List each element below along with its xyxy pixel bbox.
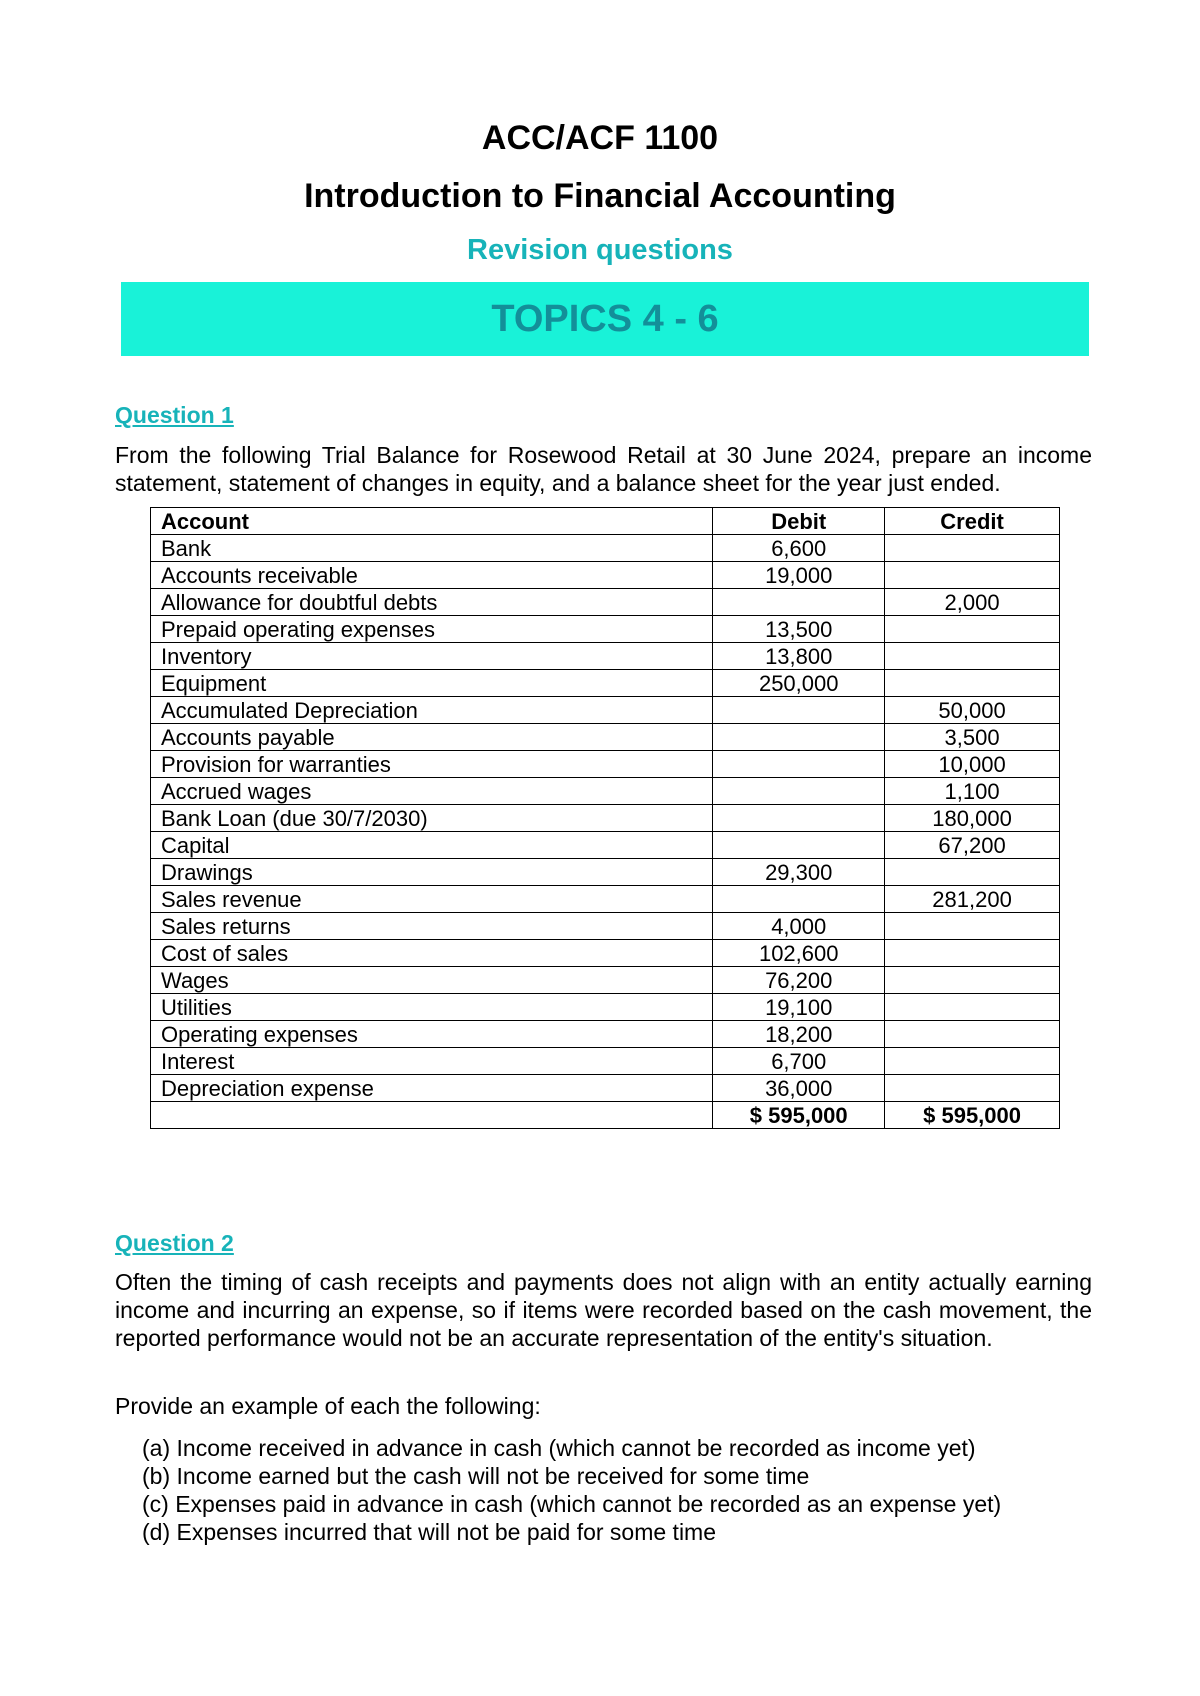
table-row xyxy=(151,1075,1060,1102)
cell-debit xyxy=(713,778,885,805)
cell-credit xyxy=(885,535,1060,562)
list-item xyxy=(142,1490,1001,1518)
table-row xyxy=(151,589,1060,616)
list-item-marker: (c) xyxy=(142,1491,169,1517)
cell-credit xyxy=(885,562,1060,589)
table-row xyxy=(151,913,1060,940)
list-item-text: Expenses paid in advance in cash (which cannot be recorded as an expense yet) xyxy=(175,1491,1002,1517)
cell-debit xyxy=(713,805,885,832)
trial-balance-table xyxy=(150,507,1060,1129)
table-row xyxy=(151,751,1060,778)
table-row xyxy=(151,724,1060,751)
list-item xyxy=(142,1434,1001,1462)
list-item-marker: (d) xyxy=(142,1519,171,1545)
cell-debit: 76,200 xyxy=(713,967,885,994)
table-row xyxy=(151,670,1060,697)
header-account: Account xyxy=(151,508,713,535)
table-row xyxy=(151,643,1060,670)
cell-account: Allowance for doubtful debts xyxy=(151,589,713,616)
course-code: ACC/ACF 1100 xyxy=(481,119,719,157)
list-item xyxy=(142,1462,1001,1490)
cell-account: Utilities xyxy=(151,994,713,1021)
table-row xyxy=(151,1021,1060,1048)
cell-account: Accounts payable xyxy=(151,724,713,751)
revision-subtitle: Revision questions xyxy=(467,234,733,266)
cell-debit: 19,100 xyxy=(713,994,885,1021)
list-item-marker: (b) xyxy=(142,1463,171,1489)
question-2-prompt: Provide an example of each the following: xyxy=(115,1393,541,1419)
table-row xyxy=(151,832,1060,859)
total-account xyxy=(151,1102,713,1129)
cell-credit xyxy=(885,994,1060,1021)
table-row xyxy=(151,994,1060,1021)
table-row xyxy=(151,535,1060,562)
cell-debit: 19,000 xyxy=(713,562,885,589)
question-2-text: Often the timing of cash receipts and payments does not align with an entity actually earning income and incurring an expense, so if items were recorded based on the cash movement, the reported performance would not be an accurate representation of the entity's situation. xyxy=(115,1269,1092,1351)
table-row xyxy=(151,778,1060,805)
table-row xyxy=(151,1048,1060,1075)
cell-credit: 281,200 xyxy=(885,886,1060,913)
table-row xyxy=(151,940,1060,967)
cell-credit: 10,000 xyxy=(885,751,1060,778)
question-2-heading: Question 2 xyxy=(115,1230,234,1256)
header-credit: Credit xyxy=(885,508,1060,535)
cell-debit xyxy=(713,697,885,724)
cell-debit: 250,000 xyxy=(713,670,885,697)
cell-account: Sales revenue xyxy=(151,886,713,913)
list-item-text: Income earned but the cash will not be received for some time xyxy=(176,1463,810,1489)
cell-account: Drawings xyxy=(151,859,713,886)
cell-credit xyxy=(885,616,1060,643)
cell-debit: 13,800 xyxy=(713,643,885,670)
cell-credit xyxy=(885,643,1060,670)
cell-debit: 18,200 xyxy=(713,1021,885,1048)
cell-debit: 29,300 xyxy=(713,859,885,886)
question-1-heading: Question 1 xyxy=(115,402,234,428)
cell-account: Interest xyxy=(151,1048,713,1075)
cell-credit xyxy=(885,967,1060,994)
course-title: Introduction to Financial Accounting xyxy=(304,177,896,215)
table-row xyxy=(151,859,1060,886)
cell-account: Bank Loan (due 30/7/2030) xyxy=(151,805,713,832)
list-item-text: Income received in advance in cash (which cannot be recorded as income yet) xyxy=(176,1435,976,1461)
list-item-text: Expenses incurred that will not be paid for some time xyxy=(176,1519,717,1545)
table-row xyxy=(151,805,1060,832)
list-item-marker: (a) xyxy=(142,1435,171,1461)
cell-account: Inventory xyxy=(151,643,713,670)
cell-debit xyxy=(713,832,885,859)
table-header-row xyxy=(151,508,1060,535)
cell-credit xyxy=(885,859,1060,886)
cell-debit: 6,600 xyxy=(713,535,885,562)
cell-credit: 1,100 xyxy=(885,778,1060,805)
cell-credit xyxy=(885,670,1060,697)
cell-account: Prepaid operating expenses xyxy=(151,616,713,643)
cell-debit: 6,700 xyxy=(713,1048,885,1075)
cell-credit: 180,000 xyxy=(885,805,1060,832)
question-2-list xyxy=(142,1434,1001,1546)
cell-account: Accrued wages xyxy=(151,778,713,805)
cell-debit xyxy=(713,751,885,778)
cell-credit: 50,000 xyxy=(885,697,1060,724)
cell-account: Accumulated Depreciation xyxy=(151,697,713,724)
cell-credit xyxy=(885,1048,1060,1075)
list-item xyxy=(142,1518,1001,1546)
cell-debit: 36,000 xyxy=(713,1075,885,1102)
table-row xyxy=(151,697,1060,724)
table-total-row xyxy=(151,1102,1060,1129)
cell-debit xyxy=(713,886,885,913)
cell-credit xyxy=(885,940,1060,967)
total-debit: $ 595,000 xyxy=(713,1102,885,1129)
cell-credit xyxy=(885,1075,1060,1102)
table-row xyxy=(151,886,1060,913)
table-row xyxy=(151,616,1060,643)
cell-account: Depreciation expense xyxy=(151,1075,713,1102)
table-row xyxy=(151,967,1060,994)
cell-account: Accounts receivable xyxy=(151,562,713,589)
cell-credit: 2,000 xyxy=(885,589,1060,616)
topics-banner: TOPICS 4 - 6 xyxy=(121,282,1089,356)
cell-debit: 4,000 xyxy=(713,913,885,940)
cell-credit xyxy=(885,1021,1060,1048)
cell-credit: 3,500 xyxy=(885,724,1060,751)
cell-account: Wages xyxy=(151,967,713,994)
cell-credit xyxy=(885,913,1060,940)
cell-account: Cost of sales xyxy=(151,940,713,967)
cell-debit xyxy=(713,589,885,616)
cell-debit: 102,600 xyxy=(713,940,885,967)
total-credit: $ 595,000 xyxy=(885,1102,1060,1129)
cell-account: Bank xyxy=(151,535,713,562)
cell-account: Operating expenses xyxy=(151,1021,713,1048)
table-row xyxy=(151,562,1060,589)
cell-account: Equipment xyxy=(151,670,713,697)
cell-account: Capital xyxy=(151,832,713,859)
cell-account: Provision for warranties xyxy=(151,751,713,778)
cell-debit: 13,500 xyxy=(713,616,885,643)
cell-account: Sales returns xyxy=(151,913,713,940)
question-1-text: From the following Trial Balance for Rosewood Retail at 30 June 2024, prepare an income statement, statement of changes in equity, and a balance sheet for the year just ended. xyxy=(115,442,1092,496)
cell-credit: 67,200 xyxy=(885,832,1060,859)
cell-debit xyxy=(713,724,885,751)
header-debit: Debit xyxy=(713,508,885,535)
